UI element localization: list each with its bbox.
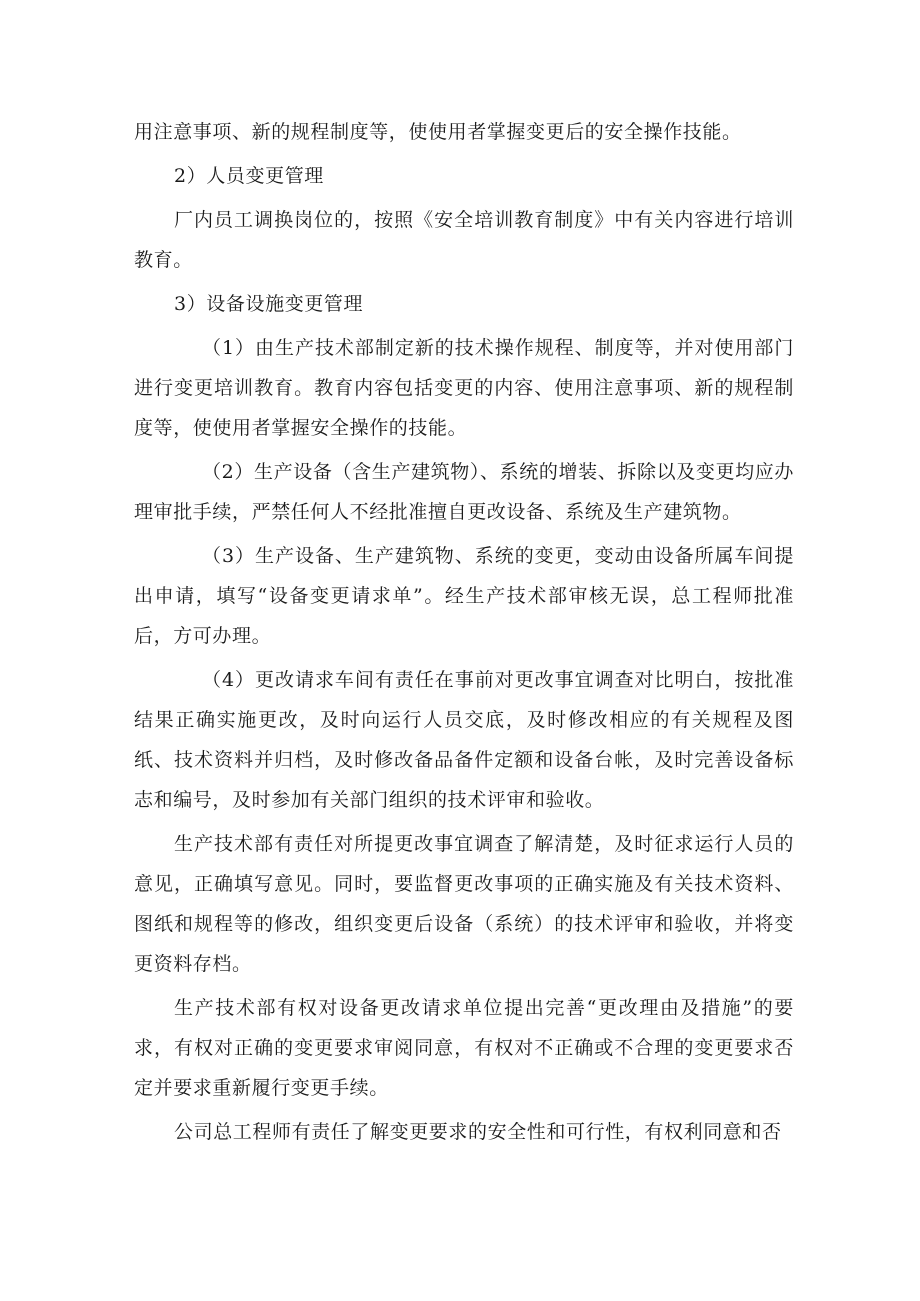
paragraph-personnel-transfer: 厂内员工调换岗位的，按照《安全培训教育制度》中有关内容进行培训教育。 [134,209,794,271]
paragraph-item-1: （1）由生产技术部制定新的技术操作规程、制度等，并对使用部门进行变更培训教育。教育内容包括变更的内容、使用注意事项、新的规程制度等，使使用者掌握安全操作的技能。 [134,337,794,439]
paragraph-item-2: （2）生产设备（含生产建筑物）、系统的增装、拆除以及变更均应办理审批手续，严禁任何人不经批准擅自更改设备、系统及生产建筑物。 [134,461,794,523]
paragraph-continuation: 用注意事项、新的规程制度等，使使用者掌握变更后的安全操作技能。 [134,121,742,143]
paragraph-chief-engineer: 公司总工程师有责任了解变更要求的安全性和可行性，有权利同意和否 [174,1121,782,1143]
section-heading-equipment-change: 3）设备设施变更管理 [174,293,364,315]
document-body [134,112,794,1152]
paragraph-item-4: （4）更改请求车间有责任在事前对更改事宜调查对比明白，按批准结果正确实施更改，及时向运行人员交底，及时修改相应的有关规程及图纸、技术资料并归档，及时修改备品备件定额和设备台帐，及时完善设备标志和编号，及时参加有关部门组织的技术评审和验收。 [134,669,794,811]
paragraph-tech-dept-authority: 生产技术部有权对设备更改请求单位提出完善“更改理由及措施”的要求，有权对正确的变更要求审阅同意，有权对不正确或不合理的变更要求否定并要求重新履行变更手续。 [134,997,794,1099]
section-heading-personnel-change: 2）人员变更管理 [174,165,324,187]
paragraph-tech-dept-responsibility: 生产技术部有责任对所提更改事宜调查了解清楚，及时征求运行人员的意见，正确填写意见。同时，要监督更改事项的正确实施及有关技术资料、图纸和规程等的修改，组织变更后设备（系统）的技术评审和验收，并将变更资料存档。 [134,833,794,975]
paragraph-item-3: （3）生产设备、生产建筑物、系统的变更，变动由设备所属车间提出申请，填写“设备变更请求单”。经生产技术部审核无误，总工程师批准后，方可办理。 [134,545,794,647]
